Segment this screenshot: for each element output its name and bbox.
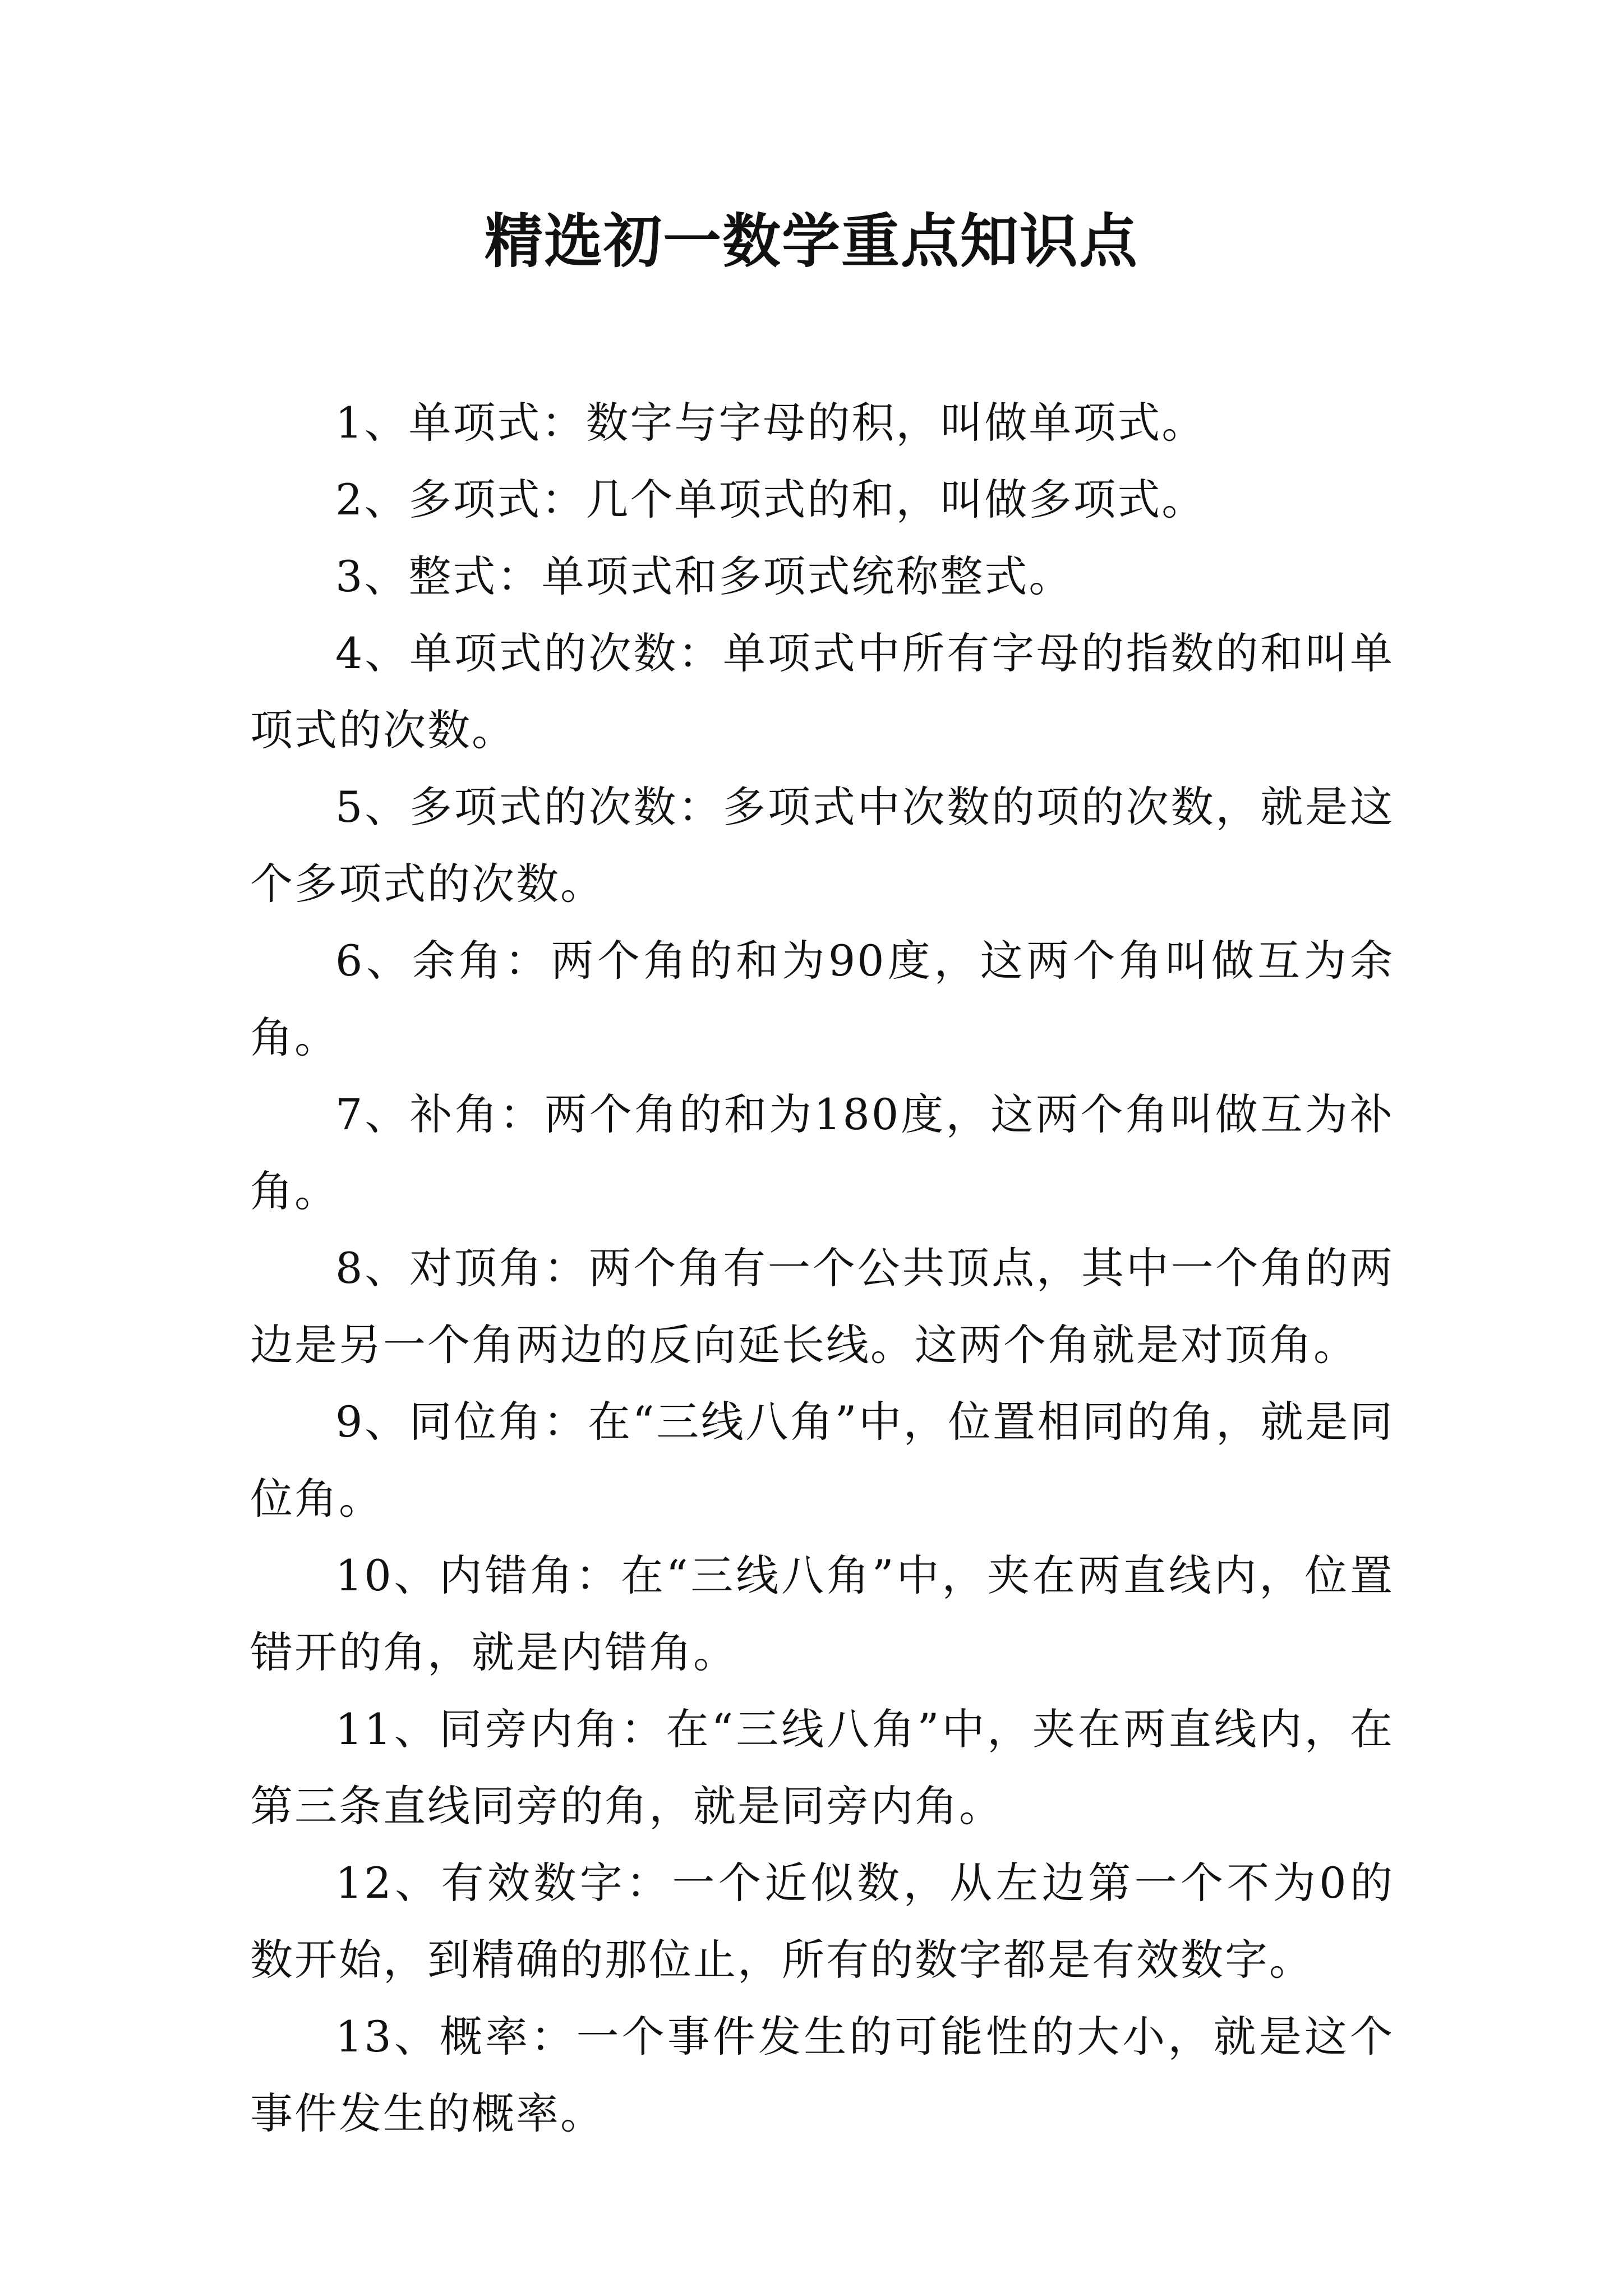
knowledge-point-item: 8、对顶角：两个角有一个公共顶点，其中一个角的两边是另一个角两边的反向延长线。这两个角就是对顶角。: [250, 1243, 1394, 1370]
knowledge-point-item: 7、补角：两个角的和为180度，这两个角叫做互为补角。: [250, 1089, 1394, 1216]
knowledge-point-item: 9、同位角：在“三线八角”中，位置相同的角，就是同位角。: [250, 1397, 1394, 1524]
knowledge-point-item: 4、单项式的次数：单项式中所有字母的指数的和叫单项式的次数。: [250, 628, 1394, 755]
knowledge-point-item: 12、有效数字：一个近似数，从左边第一个不为0的数开始，到精确的那位止，所有的数字都是有效数字。: [250, 1858, 1394, 1985]
knowledge-point-item: 13、概率：一个事件发生的可能性的大小，就是这个事件发生的概率。: [250, 2012, 1394, 2138]
knowledge-point-item: 6、余角：两个角的和为90度，这两个角叫做互为余角。: [250, 936, 1394, 1062]
knowledge-point-item: 1、单项式：数字与字母的积，叫做单项式。: [335, 398, 1206, 448]
knowledge-point-item: 3、整式：单项式和多项式统称整式。: [335, 551, 1073, 601]
knowledge-point-list: [250, 384, 1394, 2152]
knowledge-point-item: 2、多项式：几个单项式的和，叫做多项式。: [335, 475, 1206, 524]
knowledge-point-item: 5、多项式的次数：多项式中次数的项的次数，就是这个多项式的次数。: [250, 782, 1394, 909]
knowledge-point-item: 10、内错角：在“三线八角”中，夹在两直线内，位置错开的角，就是内错角。: [250, 1550, 1394, 1677]
document-title: 精选初一数学重点知识点: [484, 206, 1138, 275]
knowledge-point-item: 11、同旁内角：在“三线八角”中，夹在两直线内，在第三条直线同旁的角，就是同旁内角。: [250, 1704, 1394, 1831]
